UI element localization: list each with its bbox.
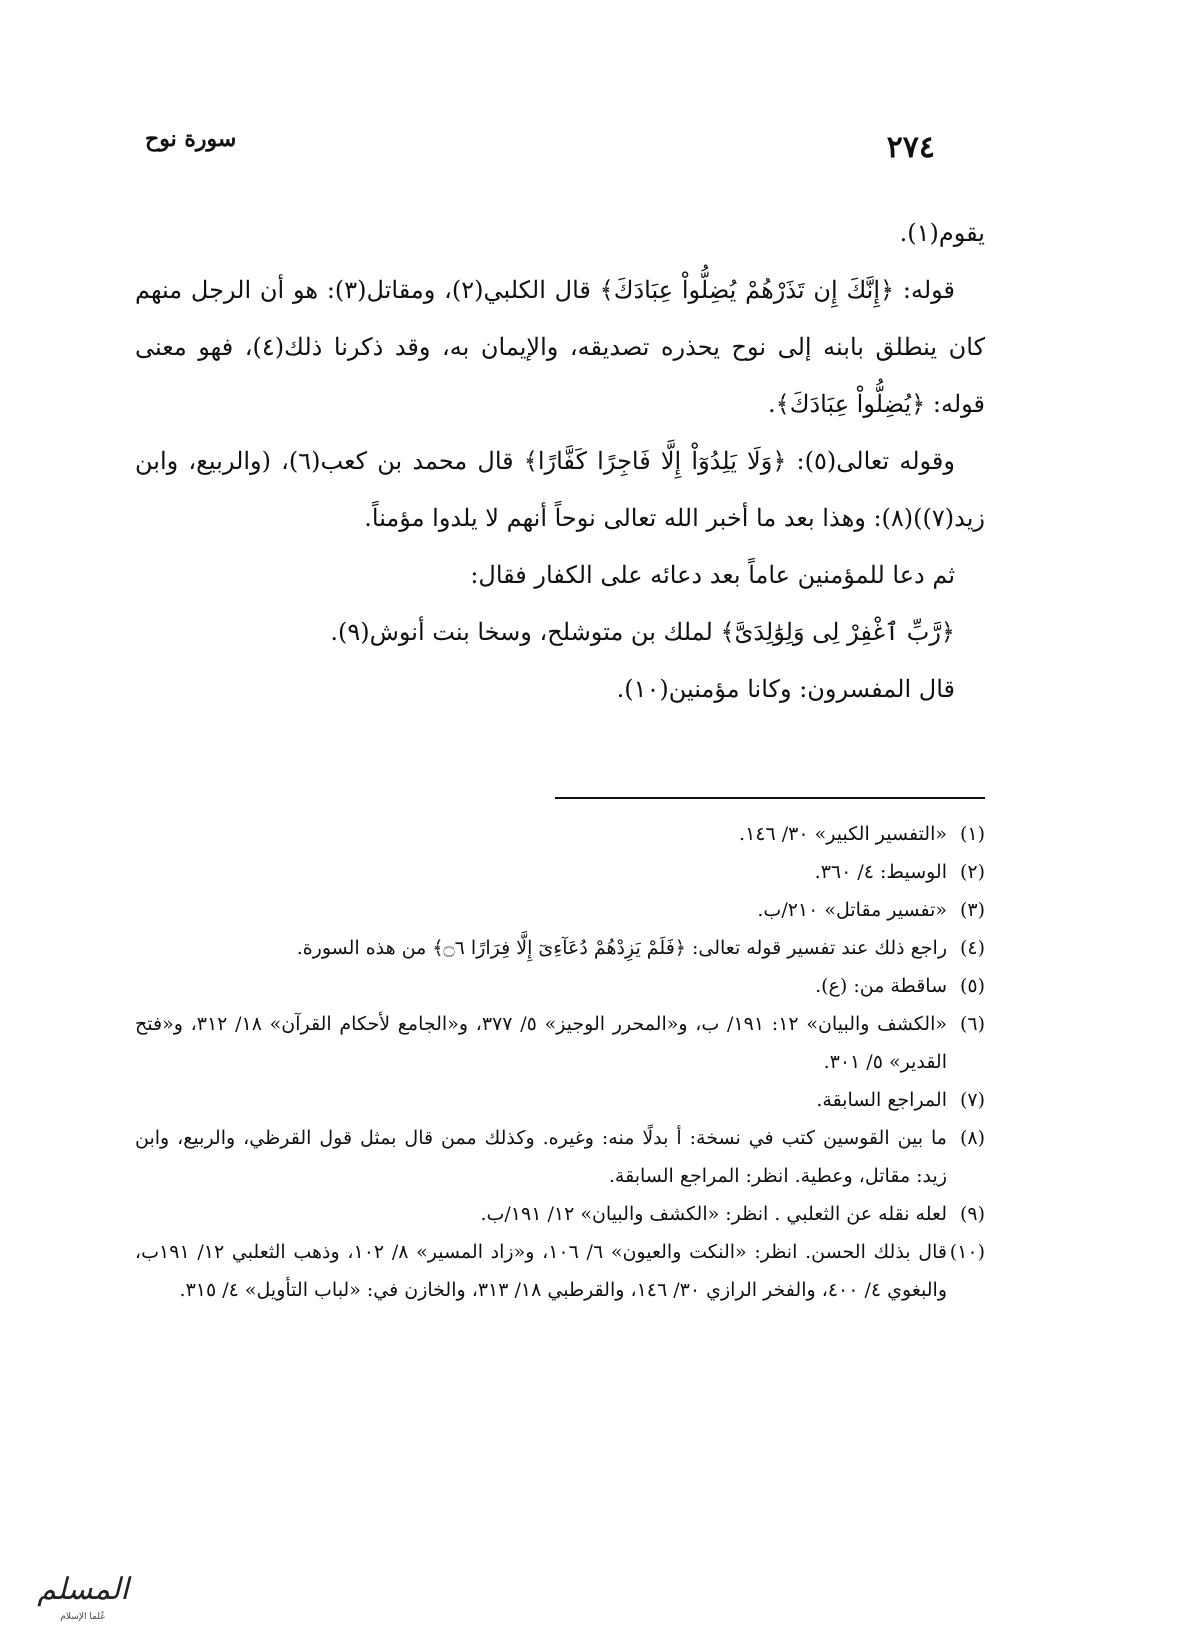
footnote-number: (٩) bbox=[959, 1203, 985, 1225]
footnote-number: (٤) bbox=[959, 937, 985, 959]
footnote bbox=[135, 853, 985, 891]
footnotes bbox=[135, 815, 985, 1309]
footnote-number: (٢) bbox=[959, 861, 985, 883]
footnote bbox=[135, 891, 985, 929]
footnote bbox=[135, 1005, 985, 1081]
footnote-text: ساقطة من: (ع). bbox=[815, 975, 947, 997]
footnote-text: المراجع السابقة. bbox=[816, 1089, 947, 1111]
body-paragraph: ثم دعا للمؤمنين عاماً بعد دعائه على الكفار فقال: bbox=[470, 561, 955, 589]
footnote bbox=[135, 929, 985, 967]
logo-subtext: عُلما الإسلام bbox=[60, 1612, 106, 1622]
body-paragraph: وقوله تعالى(٥): ﴿وَلَا يَلِدُوٓاْ إِلَّا فَاجِرًا كَفَّارًا﴾ قال محمد بن كعب(٦)، (والربيع، وابن زيد(٧))(٨): وهذا بعد ما أخبر الله تعالى نوحاً أنهم لا يلدوا مؤمناً. bbox=[135, 447, 985, 532]
footnote-text: «تفسير مقاتل» ٢١٠/ب. bbox=[757, 899, 947, 921]
footnote bbox=[135, 1195, 985, 1233]
surah-title: سورة نوح bbox=[145, 126, 237, 152]
footnote bbox=[135, 1081, 985, 1119]
footnote-text: ما بين القوسين كتب في نسخة: أ بدلًا منه: وغيره. وكذلك ممن قال بمثل قول القرظي، والربيع، وابن زيد: مقاتل، وعطية. انظر: المراجع السابقة. bbox=[135, 1127, 947, 1187]
body-paragraph: قوله: ﴿إِنَّكَ إِن تَذَرْهُمْ يُضِلُّواْ عِبَادَكَ﴾ قال الكلبي(٢)، ومقاتل(٣): هو أن الرجل منهم كان ينطلق بابنه إلى نوح يحذره تصديقه، والإيمان به، وقد ذكرنا ذلك(٤)، فهو معنى قوله: ﴿يُضِلُّواْ عِبَادَكَ﴾. bbox=[135, 276, 985, 418]
footnote-number: (١٠) bbox=[949, 1241, 985, 1263]
footnote-text: «التفسير الكبير» ٣٠/ ١٤٦. bbox=[739, 823, 947, 845]
footnote-number: (٣) bbox=[959, 899, 985, 921]
footnote-text: قال بذلك الحسن. انظر: «النكت والعيون» ٦/ ١٠٦، و«زاد المسير» ٨/ ١٠٢، وذهب الثعلبي ١٢/ ١٩١ب، والبغوي ٤/ ٤٠٠، والفخر الرازي ٣٠/ ١٤٦، والقرطبي ١٨/ ٣١٣، والخازن في: «لباب التأويل» ٤/ ٣١٥. bbox=[135, 1241, 947, 1301]
footnote bbox=[135, 1233, 985, 1309]
footnote-separator bbox=[555, 797, 985, 799]
footnote-text: الوسيط: ٤/ ٣٦٠. bbox=[814, 861, 947, 883]
footnote-number: (٥) bbox=[959, 975, 985, 997]
footnote bbox=[135, 815, 985, 853]
footnote-text: لعله نقله عن الثعلبي . انظر: «الكشف والبيان» ١٢/ ١٩١/ب. bbox=[480, 1203, 947, 1225]
footnote-text: راجع ذلك عند تفسير قوله تعالى: ﴿فَلَمْ يَزِدْهُمْ دُعَآءِىٓ إِلَّا فِرَارًا ۝٦﴾ من هذه السورة. bbox=[296, 937, 947, 959]
footnote bbox=[135, 1119, 985, 1195]
footnote-number: (٧) bbox=[959, 1089, 985, 1111]
footnote-number: (٨) bbox=[959, 1127, 985, 1149]
page-number: ٢٧٤ bbox=[886, 130, 935, 165]
body-paragraph: قال المفسرون: وكانا مؤمنين(١٠). bbox=[616, 675, 955, 703]
footnote bbox=[135, 967, 985, 1005]
body-paragraph: ﴿رَّبِّ ٱغْفِرْ لِى وَلِوَٰلِدَىَّ﴾ لملك بن متوشلح، وسخا بنت أنوش(٩). bbox=[330, 618, 955, 646]
footnote-number: (٦) bbox=[959, 1013, 985, 1035]
main-text bbox=[135, 205, 985, 718]
footnote-number: (١) bbox=[959, 823, 985, 845]
body-paragraph: يقوم(١). bbox=[899, 219, 985, 247]
logo-text: المسلم bbox=[37, 1572, 129, 1607]
publisher-logo bbox=[18, 1565, 148, 1625]
footnote-text: «الكشف والبيان» ١٢: ١٩١/ ب، و«المحرر الوجيز» ٥/ ٣٧٧، و«الجامع لأحكام القرآن» ١٨/ ٣١٢، و«فتح القدير» ٥/ ٣٠١. bbox=[135, 1013, 947, 1073]
